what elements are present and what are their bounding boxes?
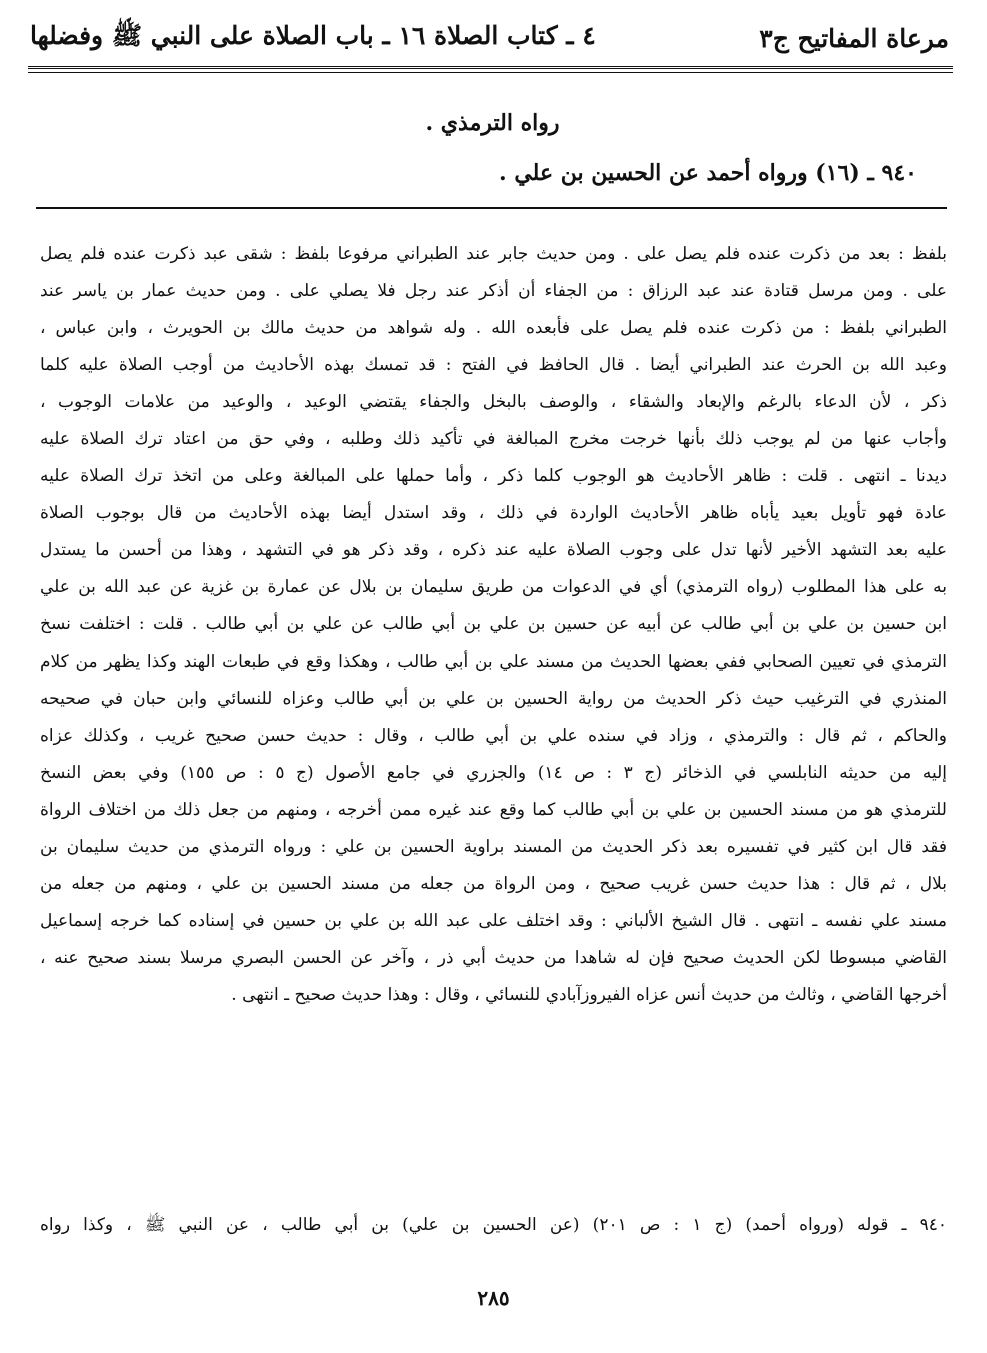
commentary-line: بلفظ : بعد من ذكرت عنده فلم يصل على . ومن حديث جابر عند الطبراني مرفوعا بلفظ : شقى عبد ذكرت عنده فلم يصل [40, 244, 947, 264]
commentary-line: إليه من حديثه النابلسي في الذخائر (ج ٣ : ص ١٤) والجزري في جامع الأصول (ج ٥ : ص ١٥٥) وفي بعض النسخ [40, 762, 947, 783]
commentary-line: عادة فهو تأويل بعيد يأباه ظاهر الأحاديث الواردة في ذلك ، وقد استدل أيضا بهذه الأحاديث من قال بوجوب الصلاة [40, 503, 947, 524]
commentary-line: فقد قال ابن كثير في تفسيره بعد ذكر الحديث من المسند براوية الحسين بن علي : ورواه الترمذي من حديث سليمان بن [40, 836, 947, 857]
commentary-line: والحاكم ، ثم قال : والترمذي ، وزاد في سنده علي بن أبي طالب ، وقال : حديث حسن صحيح غريب ، وكذلك عزاه [40, 725, 947, 746]
commentary-line: القاضي مبسوطا لكن الحديث صحيح فإن له شاهدا من حديث أبي ذر ، وآخر عن الحسن البصري مرسلا بسند صحيح عنه ، [40, 947, 947, 968]
commentary-line: عليه بعد التشهد الأخير لأنها تدل على وجوب الصلاة عليه عند ذكره ، وقد ذكر هو في التشهد ، وهذا من أحسن ما يستدل [40, 540, 947, 561]
header-rule [28, 66, 953, 69]
commentary-line: على . ومن مرسل قتادة عند عبد الرزاق : من الجفاء أن أذكر عند رجل فلا يصلي على . ومن حديث عمار بن ياسر عند [40, 281, 947, 302]
commentary-line: المنذري في الترغيب حيث ذكر الحديث من رواية الحسين بن علي بن أبي طالب وعزاه للنسائي وابن حبان في صحيحه [40, 688, 947, 709]
commentary-line: بلال ، ثم قال : هذا حديث حسن غريب صحيح ، ومن الرواة من جعله من مسند الحسين بن علي ، ومنهم من جعله من [40, 873, 947, 894]
commentary-line: الطبراني بلفظ : من ذكرت عنده فلم يصل على فأبعده الله . وله شواهد من حديث مالك بن الحويرث ، وابن عباس ، [40, 318, 947, 339]
commentary-block [40, 236, 947, 1014]
commentary-line: الترمذي في تعيين الصحابي ففي بعضها الحديث من مسند علي بن أبي طالب ، وهكذا وقع في طبعات الهند وكذا يظهر من كلام [40, 651, 947, 672]
commentary-line: للترمذي هو من مسند الحسين بن علي بن أبي طالب كما وقع عند غيره ممن أخرجه ، ومنهم من جعل ذلك من اختلاف الرواة [40, 799, 947, 820]
running-head-chapter: ٤ ـ كتاب الصلاة ١٦ ـ باب الصلاة على النبي ﷺ وفضلها [30, 20, 596, 50]
commentary-line: أخرجها القاضي ، وثالث من حديث أنس عزاه الفيروزآبادي للنسائي ، وقال : وهذا حديث صحيح ـ انتهى . [231, 984, 947, 1005]
running-head [30, 18, 949, 58]
footnote-940: ٩٤٠ ـ قوله (ورواه أحمد) (ج ١ : ص ٢٠١) (عن الحسين بن علي) بن أبي طالب ، عن النبي ﷺ ، وكذا رواه [40, 1215, 948, 1235]
commentary-line: وأجاب عنها من لم يوجب ذلك بأنها خرجت مخرج المبالغة في تأكيد ذلك وطلبه ، وفي حق من اعتاد ترك الصلاة عليه [40, 429, 947, 450]
page-number: ٢٨٥ [477, 1286, 510, 1310]
commentary-line: ابن حسين بن علي بن أبي طالب عن أبيه عن حسين بن علي بن أبي طالب عن علي بن أبي طالب . قلت : اختلفت نسخ [40, 614, 947, 635]
commentary-rule [36, 207, 947, 209]
commentary-line: ذكر ، لأن الدعاء بالرغم والإبعاد والشقاء ، والوصف بالبخل والجفاء يقتضي الوعيد ، والوعيد من علامات الوجوب ، [40, 392, 947, 413]
main-text-line-1: رواه الترمذي . [425, 110, 560, 136]
commentary-line: به على هذا المطلوب (رواه الترمذي) أي في الدعوات من طريق سليمان بن بلال عن عمارة بن غزية عن عبد الله بن علي [40, 577, 947, 598]
running-head-book-title: مرعاة المفاتيح ج٣ [759, 23, 949, 53]
commentary-line: مسند علي نفسه ـ انتهى . قال الشيخ الألباني : وقد اختلف على عبد الله بن علي بن حسين في إسناده كما خرجه إسماعيل [40, 910, 947, 931]
main-text-line-2: ٩٤٠ ـ (١٦) ورواه أحمد عن الحسين بن علي . [499, 160, 917, 186]
commentary-line: ديدنا ـ انتهى . قلت : ظاهر الأحاديث هو الوجوب كلما ذكر ، وأما حملها على المبالغة وعلى من اتخذ ترك الصلاة عليه [40, 466, 947, 487]
commentary-line: وعبد الله بن الحرث عند الطبراني أيضا . قال الحافظ في الفتح : قد تمسك بهذه الأحاديث من أوجب الصلاة عليه كلما [40, 355, 947, 376]
